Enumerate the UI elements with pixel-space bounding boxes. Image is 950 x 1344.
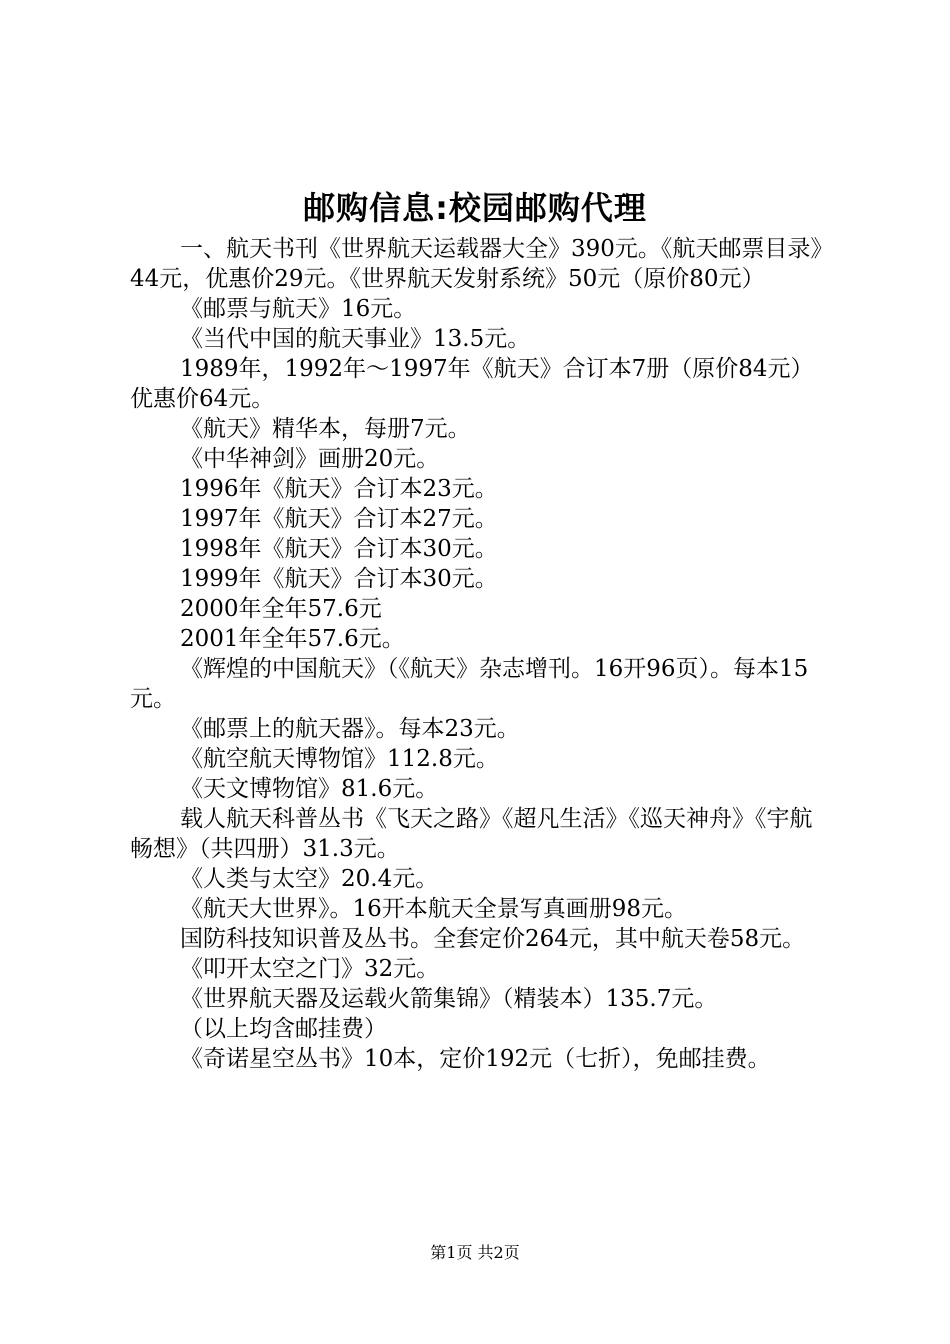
paragraph: 《人类与太空》20.4元。 <box>180 866 439 892</box>
paragraph: 《邮票与航天》16元。 <box>180 296 417 322</box>
paragraph: 2001年全年57.6元。 <box>180 626 405 652</box>
paragraph: 《邮票上的航天器》。每本23元。 <box>180 716 520 742</box>
paragraph: 1998年《航天》合订本30元。 <box>180 536 498 562</box>
paragraph: 《世界航天器及运载火箭集锦》（精装本）135.7元。 <box>180 986 718 1012</box>
paragraph: 1996年《航天》合订本23元。 <box>180 476 498 502</box>
paragraph: 国防科技知识普及丛书。全套定价264元，其中航天卷58元。 <box>180 926 806 952</box>
paragraph: 《叩开太空之门》32元。 <box>180 956 440 982</box>
paragraph: 《航天》精华本，每册7元。 <box>180 416 471 442</box>
page-footer: 第1页 共2页 <box>430 1243 520 1262</box>
paragraph: 《奇诺星空丛书》10本，定价192元（七折），免邮挂费。 <box>180 1046 771 1072</box>
paragraph: 载人航天科普丛书《飞天之路》《超凡生活》《巡天神舟》《宇航畅想》（共四册）31.3元。 <box>130 806 813 862</box>
paragraph: （以上均含邮挂费） <box>180 1016 387 1042</box>
paragraph: 一、航天书刊《世界航天运载器大全》390元。《航天邮票目录》44元，优惠价29元。《世界航天发射系统》50元（原价80元） <box>130 236 834 292</box>
page-title: 邮购信息:校园邮购代理 <box>303 189 647 227</box>
paragraph: 1997年《航天》合订本27元。 <box>180 506 498 532</box>
paragraph: 《当代中国的航天事业》13.5元。 <box>180 326 531 352</box>
paragraph: 《天文博物馆》81.6元。 <box>180 776 439 802</box>
paragraph: 1989年，1992年～1997年《航天》合订本7册（原价84元）优惠价64元。 <box>130 356 814 412</box>
paragraph: 2000年全年57.6元 <box>180 596 382 622</box>
paragraph: 《辉煌的中国航天》（《航天》杂志增刊。16开96页）。每本15元。 <box>130 656 809 712</box>
paragraph: 《中华神剑》画册20元。 <box>180 446 440 472</box>
paragraph: 《航空航天博物馆》112.8元。 <box>180 746 499 772</box>
document-body <box>130 234 835 1074</box>
paragraph: 1999年《航天》合订本30元。 <box>180 566 498 592</box>
paragraph: 《航天大世界》。16开本航天全景写真画册98元。 <box>180 896 688 922</box>
